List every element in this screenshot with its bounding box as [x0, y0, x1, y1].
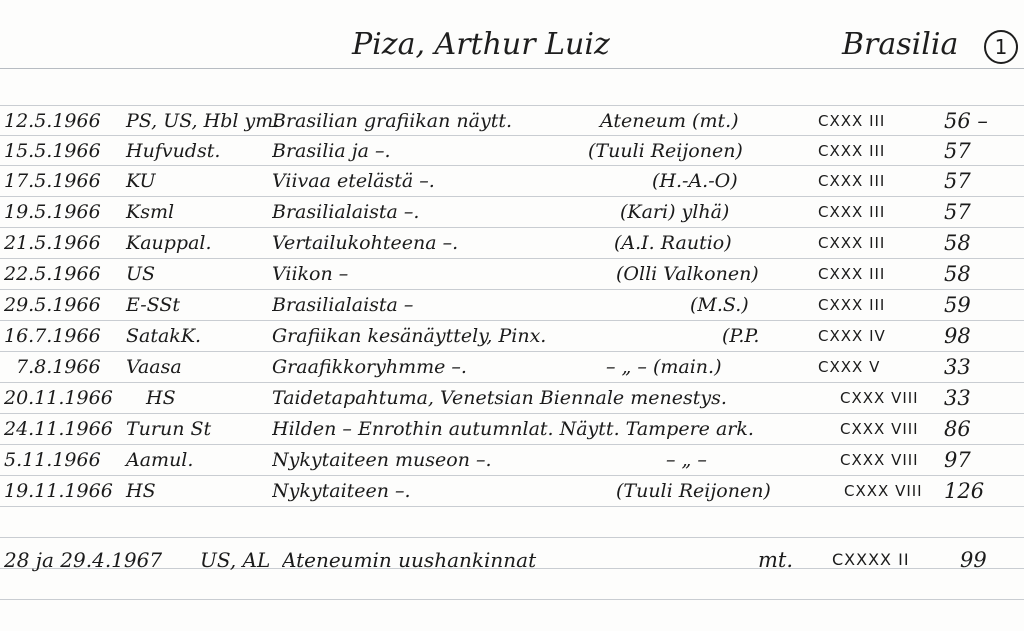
entry-date: 22.5.1966: [4, 263, 101, 285]
entry-title: Brasilialaista –: [272, 294, 414, 316]
entry-title: Graafikkoryhmme –.: [272, 356, 467, 378]
entry-title: Grafiikan kesänäyttely, Pinx.: [272, 325, 547, 347]
entry-volume: CXXX III: [818, 265, 886, 283]
entry-source: Turun St: [126, 418, 212, 440]
entry-date: 5.11.1966: [4, 449, 101, 471]
entry-page: 97: [944, 448, 971, 472]
entry-row: [0, 545, 1024, 579]
entry-page: 98: [944, 324, 971, 348]
entry-row: [0, 259, 1024, 289]
entry-volume: CXXX III: [818, 142, 886, 160]
entry-date: 19.5.1966: [4, 201, 101, 223]
entry-volume: CXXX III: [818, 296, 886, 314]
entry-page: 99: [960, 548, 987, 572]
entry-page: 126: [944, 479, 985, 503]
entry-date: 12.5.1966: [4, 110, 101, 132]
entry-date: 19.11.1966: [4, 480, 113, 502]
entry-row: [0, 321, 1024, 351]
entry-row: [0, 383, 1024, 413]
ruled-line: [0, 537, 1024, 538]
entry-title: Taidetapahtuma, Venetsian Biennale menestys.: [272, 387, 727, 409]
entry-title: Hilden – Enrothin autumnlat. Näytt. Tampere ark.: [272, 418, 754, 440]
entry-page: 86: [944, 417, 971, 441]
entry-title: Brasilian grafiikan näytt.: [272, 110, 513, 132]
entry-source: Ksml: [126, 201, 175, 223]
entry-note: (Kari) ylhä): [620, 201, 730, 223]
entry-row: [0, 445, 1024, 475]
entry-date: 7.8.1966: [16, 356, 101, 378]
entry-volume: CXXX IV: [818, 327, 886, 345]
entry-source: E-SSt: [126, 294, 180, 316]
country-label: Brasilia: [842, 27, 959, 62]
entry-source: HS: [146, 387, 176, 409]
entry-note: – „ – (main.): [606, 356, 722, 378]
header-rule: [0, 68, 1024, 69]
entry-note: (M.S.): [690, 294, 749, 316]
entry-page: 57: [944, 200, 971, 224]
entry-title: Nykytaiteen museon –.: [272, 449, 492, 471]
entry-volume: CXXX VIII: [840, 451, 919, 469]
entry-note: – „ –: [666, 449, 707, 471]
entry-source: Hufvudst.: [126, 140, 221, 162]
entry-page: 33: [944, 355, 971, 379]
entry-date: 16.7.1966: [4, 325, 101, 347]
entry-source: Kauppal.: [126, 232, 212, 254]
entry-page: 56 –: [944, 109, 988, 133]
entry-volume: CXXX III: [818, 172, 886, 190]
entry-note: (P.P.: [722, 325, 760, 347]
entry-row: [0, 228, 1024, 258]
entry-note: (Olli Valkonen): [616, 263, 759, 285]
entry-source: Aamul.: [126, 449, 194, 471]
entry-note: Ateneum (mt.): [600, 110, 739, 132]
entry-row: [0, 166, 1024, 196]
entry-row: [0, 352, 1024, 382]
entry-note: (Tuuli Reijonen): [616, 480, 771, 502]
entry-row: [0, 136, 1024, 166]
card-number: 1: [984, 30, 1018, 64]
artist-name: Piza, Arthur Luiz: [352, 27, 610, 62]
entry-volume: CXXX III: [818, 112, 886, 130]
entry-volume: CXXX III: [818, 203, 886, 221]
entry-row: [0, 290, 1024, 320]
entry-note: (A.I. Rautio): [614, 232, 732, 254]
entry-source: SatakK.: [126, 325, 202, 347]
entry-note: (H.-A.-O): [652, 170, 738, 192]
entry-date: 28 ja 29.4.1967: [4, 548, 163, 572]
entry-volume: CXXX VIII: [844, 482, 923, 500]
entry-source: HS: [126, 480, 156, 502]
entry-source: PS, US, Hbl ym.: [126, 110, 280, 132]
entry-note: (Tuuli Reijonen): [588, 140, 743, 162]
entry-page: 59: [944, 293, 971, 317]
entry-date: 24.11.1966: [4, 418, 113, 440]
ruled-line: [0, 506, 1024, 507]
entry-title: Ateneumin uushankinnat: [282, 548, 537, 572]
entry-row: [0, 197, 1024, 227]
entry-date: 29.5.1966: [4, 294, 101, 316]
entry-row: [0, 106, 1024, 136]
entry-title: Brasilia ja –.: [272, 140, 391, 162]
entry-page: 57: [944, 139, 971, 163]
entry-volume: CXXX V: [818, 358, 881, 376]
entry-date: 21.5.1966: [4, 232, 101, 254]
entry-volume: CXXXX II: [832, 550, 910, 569]
entry-date: 17.5.1966: [4, 170, 101, 192]
entry-source: US, AL: [200, 548, 271, 572]
entry-title: Viikon –: [272, 263, 349, 285]
entry-page: 57: [944, 169, 971, 193]
entry-title: Brasilialaista –.: [272, 201, 420, 223]
entry-row: [0, 476, 1024, 506]
entry-page: 33: [944, 386, 971, 410]
entry-volume: CXXX VIII: [840, 420, 919, 438]
entry-title: Viivaa etelästä –.: [272, 170, 435, 192]
entry-date: 15.5.1966: [4, 140, 101, 162]
entry-volume: CXXX VIII: [840, 389, 919, 407]
ruled-line: [0, 599, 1024, 600]
entry-source: KU: [126, 170, 156, 192]
entry-page: 58: [944, 231, 971, 255]
entry-note: mt.: [758, 548, 794, 572]
entry-row: [0, 414, 1024, 444]
entry-page: 58: [944, 262, 971, 286]
entry-source: Vaasa: [126, 356, 182, 378]
entry-title: Vertailukohteena –.: [272, 232, 459, 254]
entry-volume: CXXX III: [818, 234, 886, 252]
entry-source: US: [126, 263, 156, 285]
entry-date: 20.11.1966: [4, 387, 113, 409]
entry-title: Nykytaiteen –.: [272, 480, 411, 502]
